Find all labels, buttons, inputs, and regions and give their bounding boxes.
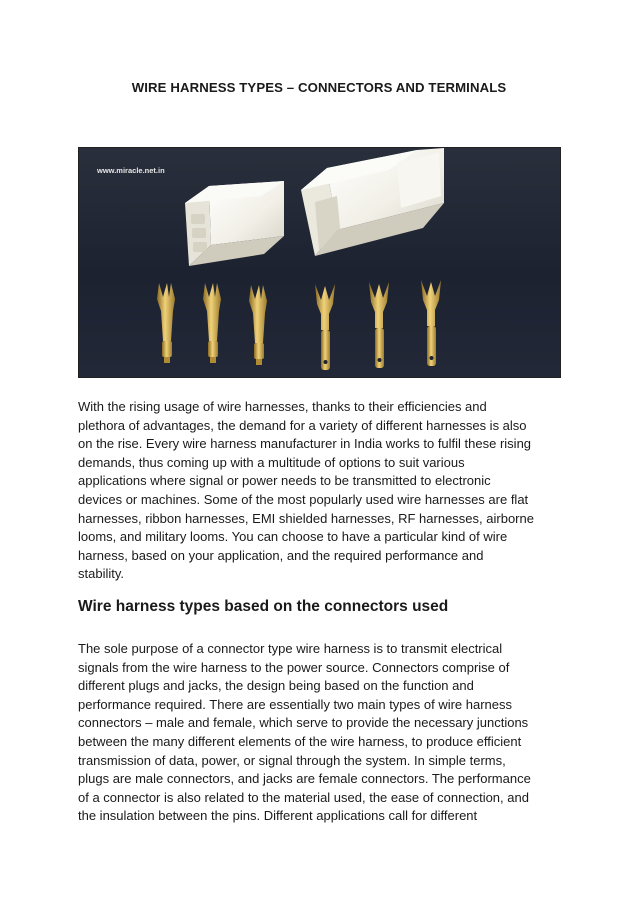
text-line: of a connector is also related to the material used, the ease of connection, and [78, 789, 529, 805]
text-line: applications where signal or power needs to be transmitted to electronic [78, 473, 491, 489]
text-line: demands, thus coming up with a multitude of options to suit various [78, 454, 465, 470]
connector-photo [78, 147, 561, 378]
text-line: harness, based on your application, and the required performance and [78, 547, 484, 563]
text-line: With the rising usage of wire harnesses, thanks to their efficiencies and [78, 399, 487, 414]
text-line: between the many different elements of the wire harness, to produce efficient [78, 733, 522, 749]
text-line: on the rise. Every wire harness manufacturer in India works to fulfil these rising [78, 436, 532, 452]
intro-paragraph [78, 398, 564, 584]
text-line: transmission of data, power, or signal through the system. In simple terms, [78, 752, 506, 768]
page-title: WIRE HARNESS TYPES – CONNECTORS AND TERMINALS [131, 80, 507, 95]
text-line: looms, and military looms. You can choose to have a particular kind of wire [78, 529, 508, 545]
text-line: signals from the wire harness to the power source. Connectors comprise of [78, 659, 510, 675]
connector-paragraph [78, 640, 564, 826]
text-line: connectors – male and female, which serve to provide the necessary junctions [78, 715, 529, 731]
text-line: devices or machines. Some of the most popularly used wire harnesses are flat [78, 491, 529, 507]
section-heading: Wire harness types based on the connectors used [78, 598, 449, 615]
text-line: the insulation between the pins. Different applications call for different [78, 808, 478, 824]
text-line: The sole purpose of a connector type wire harness is to transmit electrical [78, 641, 503, 656]
text-line: different plugs and jacks, the design being based on the function and [78, 678, 474, 694]
text-line: plugs are male connectors, and jacks are female connectors. The performance [78, 771, 531, 787]
text-line: stability. [78, 566, 124, 582]
text-line: plethora of advantages, the demand for a variety of different harnesses is also [78, 417, 527, 433]
watermark-text: www.miracle.net.in [97, 166, 165, 175]
text-line: harnesses, ribbon harnesses, EMI shielded harnesses, RF harnesses, airborne [78, 510, 534, 526]
text-line: performance required. There are essentially two main types of wire harness [78, 696, 513, 712]
